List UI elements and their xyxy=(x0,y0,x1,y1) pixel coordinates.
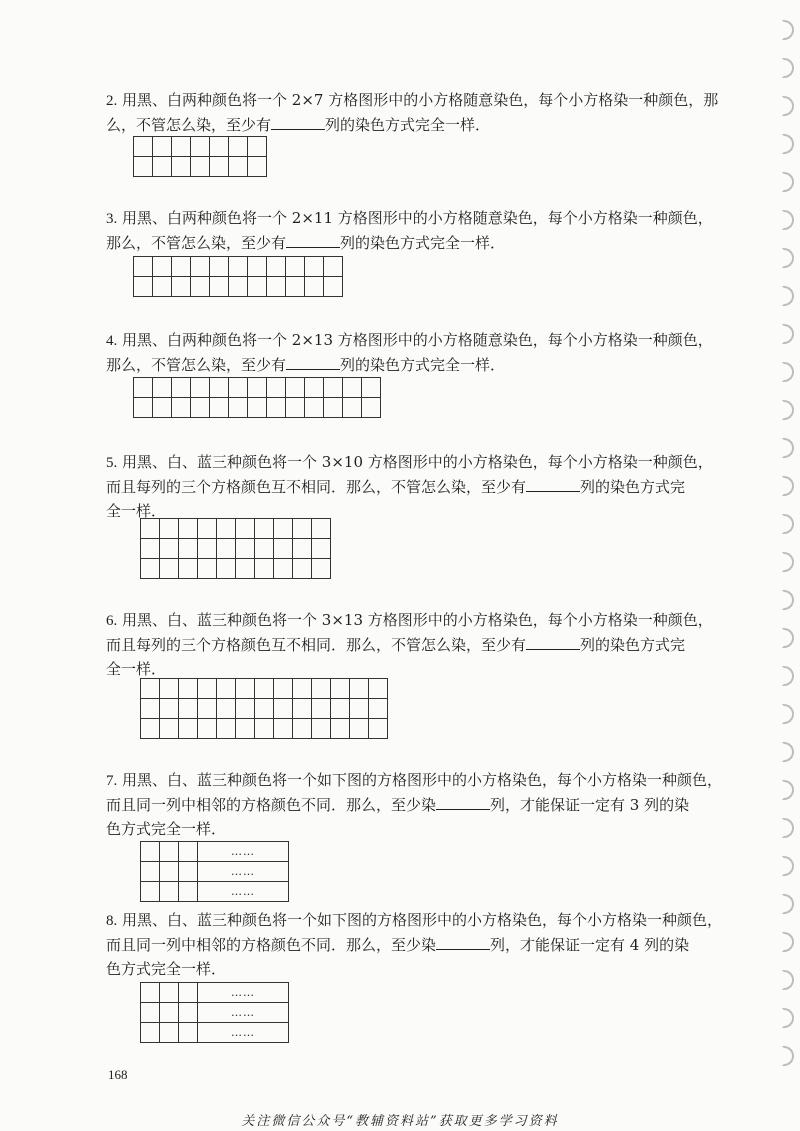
grid-cell xyxy=(274,559,293,579)
binding-hole-icon xyxy=(782,780,794,800)
grid-3x13 xyxy=(140,678,388,739)
grid-row xyxy=(141,539,331,559)
grid-cell xyxy=(179,862,198,882)
grid-cell xyxy=(350,679,369,699)
grid-cell xyxy=(160,559,179,579)
grid-cell xyxy=(255,679,274,699)
grid-row xyxy=(134,378,381,398)
grid-cell xyxy=(293,519,312,539)
grid-cell xyxy=(210,398,229,418)
grid-cell xyxy=(324,257,343,277)
grid-cell xyxy=(267,378,286,398)
grid-2x13 xyxy=(133,377,381,418)
grid-cell xyxy=(286,398,305,418)
grid-row xyxy=(141,882,289,902)
problem-text: 色方式完全一样． xyxy=(106,960,227,978)
grid-cell xyxy=(141,983,160,1003)
grid-row xyxy=(141,519,331,539)
binding-hole-icon xyxy=(782,704,794,724)
grid-cell xyxy=(248,277,267,297)
grid-cell xyxy=(160,699,179,719)
grid-3x10 xyxy=(140,518,331,579)
grid-cell xyxy=(141,539,160,559)
grid-cell xyxy=(217,519,236,539)
problem-number: 3. xyxy=(106,211,118,227)
grid-cell xyxy=(293,699,312,719)
grid-cell xyxy=(217,699,236,719)
grid-cell xyxy=(229,257,248,277)
binding-hole-icon xyxy=(782,514,794,534)
grid-cell xyxy=(141,719,160,739)
grid-cell xyxy=(255,699,274,719)
binding-hole-icon xyxy=(782,894,794,914)
grid-cell xyxy=(141,862,160,882)
grid-cell xyxy=(229,398,248,418)
grid-cell xyxy=(191,157,210,177)
grid-cell xyxy=(274,519,293,539)
grid-cell xyxy=(179,983,198,1003)
problem-text: 那么，不管怎么染，至少有 xyxy=(106,356,287,374)
binding-hole-icon xyxy=(782,742,794,762)
grid-2x11 xyxy=(133,256,343,297)
grid-cell xyxy=(160,539,179,559)
problem-text: 列的染色方式完全一样． xyxy=(340,234,506,252)
grid-cell xyxy=(179,842,198,862)
grid-cell xyxy=(179,719,198,739)
grid-cell xyxy=(141,519,160,539)
problem-4 xyxy=(106,328,726,377)
answer-blank[interactable] xyxy=(436,793,490,810)
grid-cell xyxy=(312,679,331,699)
grid-cell xyxy=(172,137,191,157)
grid-cell xyxy=(255,519,274,539)
binding-hole-icon xyxy=(782,324,794,344)
grid-cell xyxy=(141,842,160,862)
grid-2x7 xyxy=(133,136,267,177)
grid-cell xyxy=(305,378,324,398)
grid-cell xyxy=(236,559,255,579)
problem-text: 用黑、白两种颜色将一个 2×7 方格图形中的小方格随意染色，每个小方格染一种颜色，那 xyxy=(122,91,719,109)
grid-cell xyxy=(198,719,217,739)
binding-hole-icon xyxy=(782,552,794,572)
grid-cell xyxy=(179,699,198,719)
grid-cell xyxy=(134,277,153,297)
ellipsis-cell: …… xyxy=(198,882,289,902)
grid-cell xyxy=(217,679,236,699)
grid-cell xyxy=(274,719,293,739)
grid-cell xyxy=(210,137,229,157)
grid-cell xyxy=(248,398,267,418)
problem-7 xyxy=(106,768,726,841)
grid-cell xyxy=(369,719,388,739)
problem-number: 4. xyxy=(106,333,118,349)
grid-cell xyxy=(324,378,343,398)
grid-row xyxy=(141,983,289,1003)
grid-cell xyxy=(160,719,179,739)
grid-cell xyxy=(160,862,179,882)
grid-cell xyxy=(324,277,343,297)
grid-3-rows-ellipsis xyxy=(140,982,289,1043)
problem-text: 列，才能保证一定有 3 列的染 xyxy=(490,796,690,814)
grid-cell xyxy=(248,137,267,157)
binding-hole-icon xyxy=(782,172,794,192)
grid-cell xyxy=(293,719,312,739)
grid-cell xyxy=(248,257,267,277)
problem-text: 么，不管怎么染，至少有 xyxy=(106,116,272,134)
grid-cell xyxy=(369,699,388,719)
binding-hole-icon xyxy=(782,134,794,154)
problem-text: 全一样． xyxy=(106,660,167,678)
grid-cell xyxy=(198,679,217,699)
binding-hole-icon xyxy=(782,1046,794,1066)
grid-cell xyxy=(267,257,286,277)
grid-cell xyxy=(274,699,293,719)
binding-hole-icon xyxy=(782,666,794,686)
grid-cell xyxy=(248,157,267,177)
grid-row xyxy=(141,719,388,739)
binding-hole-icon xyxy=(782,970,794,990)
binding-hole-icon xyxy=(782,818,794,838)
problem-text: 列的染色方式完全一样． xyxy=(325,116,491,134)
grid-cell xyxy=(236,719,255,739)
grid-cell xyxy=(141,679,160,699)
problem-number: 8. xyxy=(106,913,118,929)
grid-cell xyxy=(160,983,179,1003)
grid-cell xyxy=(267,398,286,418)
grid-cell xyxy=(179,539,198,559)
answer-blank[interactable] xyxy=(286,353,340,370)
problem-number: 7. xyxy=(106,773,118,789)
grid-cell xyxy=(293,679,312,699)
grid-cell xyxy=(286,378,305,398)
grid-cell xyxy=(312,539,331,559)
answer-blank[interactable] xyxy=(271,113,325,130)
grid-cell xyxy=(141,699,160,719)
problem-5 xyxy=(106,450,726,523)
grid-cell xyxy=(153,137,172,157)
grid-row xyxy=(134,398,381,418)
binding-hole-icon xyxy=(782,856,794,876)
binding-hole-icon xyxy=(782,362,794,382)
grid-cell xyxy=(312,719,331,739)
grid-cell xyxy=(293,539,312,559)
binding-hole-icon xyxy=(782,286,794,306)
grid-cell xyxy=(305,277,324,297)
problem-number: 6. xyxy=(106,613,118,629)
grid-cell xyxy=(362,378,381,398)
grid-cell xyxy=(210,277,229,297)
grid-row xyxy=(134,157,267,177)
grid-cell xyxy=(172,157,191,177)
grid-cell xyxy=(134,157,153,177)
grid-cell xyxy=(236,699,255,719)
grid-cell xyxy=(331,699,350,719)
grid-cell xyxy=(172,277,191,297)
grid-cell xyxy=(134,378,153,398)
answer-blank[interactable] xyxy=(436,933,490,950)
problem-text: 色方式完全一样． xyxy=(106,820,227,838)
page-number: 168 xyxy=(108,1067,128,1082)
answer-blank[interactable] xyxy=(526,475,580,492)
grid-cell xyxy=(229,137,248,157)
grid-cell xyxy=(343,398,362,418)
problem-2 xyxy=(106,88,726,137)
grid-cell xyxy=(160,679,179,699)
grid-cell xyxy=(153,257,172,277)
grid-cell xyxy=(267,277,286,297)
problem-text: 用黑、白、蓝三种颜色将一个如下图的方格图形中的小方格染色，每个小方格染一种颜色， xyxy=(122,771,723,789)
grid-cell xyxy=(305,398,324,418)
grid-cell xyxy=(191,277,210,297)
grid-cell xyxy=(153,398,172,418)
grid-cell xyxy=(191,378,210,398)
grid-cell xyxy=(217,539,236,559)
grid-cell xyxy=(229,378,248,398)
problem-text: 用黑、白、蓝三种颜色将一个如下图的方格图形中的小方格染色，每个小方格染一种颜色， xyxy=(122,911,723,929)
grid-cell xyxy=(312,699,331,719)
binding-hole-icon xyxy=(782,96,794,116)
grid-cell xyxy=(286,277,305,297)
grid-row xyxy=(134,257,343,277)
problem-text: 用黑、白、蓝三种颜色将一个 3×10 方格图形中的小方格染色，每个小方格染一种颜色， xyxy=(122,453,713,471)
problem-number: 5. xyxy=(106,455,118,471)
ellipsis-cell: …… xyxy=(198,1023,289,1043)
grid-cell xyxy=(236,539,255,559)
grid-row xyxy=(134,137,267,157)
grid-row xyxy=(141,1003,289,1023)
problem-text: 全一样． xyxy=(106,502,167,520)
grid-cell xyxy=(160,519,179,539)
grid-cell xyxy=(160,1003,179,1023)
grid-cell xyxy=(236,679,255,699)
grid-cell xyxy=(210,257,229,277)
grid-cell xyxy=(198,519,217,539)
grid-cell xyxy=(179,882,198,902)
problem-text: 而且同一列中相邻的方格颜色不同．那么，至少染 xyxy=(106,936,437,954)
ellipsis-cell: …… xyxy=(198,983,289,1003)
grid-cell xyxy=(350,699,369,719)
binding-hole-icon xyxy=(782,628,794,648)
grid-cell xyxy=(210,157,229,177)
grid-cell xyxy=(255,719,274,739)
grid-cell xyxy=(134,257,153,277)
grid-cell xyxy=(343,378,362,398)
grid-cell xyxy=(191,257,210,277)
grid-row xyxy=(134,277,343,297)
grid-cell xyxy=(350,719,369,739)
binding-hole-icon xyxy=(782,58,794,78)
problem-text: 用黑、白两种颜色将一个 2×11 方格图形中的小方格随意染色，每个小方格染一种颜色， xyxy=(122,209,713,227)
grid-row xyxy=(141,862,289,882)
grid-cell xyxy=(141,882,160,902)
grid-row xyxy=(141,699,388,719)
binding-hole-icon xyxy=(782,400,794,420)
problem-text: 列，才能保证一定有 4 列的染 xyxy=(490,936,690,954)
problem-text: 用黑、白两种颜色将一个 2×13 方格图形中的小方格随意染色，每个小方格染一种颜色， xyxy=(122,331,713,349)
grid-3-rows-ellipsis xyxy=(140,841,289,902)
ellipsis-cell: …… xyxy=(198,862,289,882)
grid-cell xyxy=(255,559,274,579)
binding-hole-icon xyxy=(782,438,794,458)
grid-cell xyxy=(369,679,388,699)
grid-cell xyxy=(172,398,191,418)
grid-cell xyxy=(293,559,312,579)
grid-cell xyxy=(312,559,331,579)
grid-cell xyxy=(331,719,350,739)
grid-cell xyxy=(153,277,172,297)
grid-cell xyxy=(248,378,267,398)
problem-text: 而且每列的三个方格颜色互不相同．那么，不管怎么染，至少有 xyxy=(106,636,527,654)
grid-cell xyxy=(229,277,248,297)
grid-cell xyxy=(153,157,172,177)
grid-cell xyxy=(191,137,210,157)
grid-cell xyxy=(236,519,255,539)
grid-cell xyxy=(160,1023,179,1043)
problem-text: 而且每列的三个方格颜色互不相同．那么，不管怎么染，至少有 xyxy=(106,478,527,496)
ellipsis-cell: …… xyxy=(198,842,289,862)
binding-hole-icon xyxy=(782,1008,794,1028)
grid-cell xyxy=(198,559,217,579)
grid-cell xyxy=(198,699,217,719)
problem-8 xyxy=(106,908,726,981)
grid-row xyxy=(141,1023,289,1043)
grid-cell xyxy=(179,1023,198,1043)
grid-cell xyxy=(255,539,274,559)
grid-cell xyxy=(210,378,229,398)
grid-cell xyxy=(312,519,331,539)
grid-cell xyxy=(179,679,198,699)
grid-cell xyxy=(198,539,217,559)
binding-hole-icon xyxy=(782,248,794,268)
grid-cell xyxy=(305,257,324,277)
grid-cell xyxy=(324,398,343,418)
grid-cell xyxy=(172,378,191,398)
grid-cell xyxy=(134,137,153,157)
grid-row xyxy=(141,559,331,579)
grid-cell xyxy=(160,842,179,862)
answer-blank[interactable] xyxy=(286,231,340,248)
grid-cell xyxy=(331,679,350,699)
grid-cell xyxy=(141,1003,160,1023)
grid-cell xyxy=(217,559,236,579)
grid-cell xyxy=(141,1023,160,1043)
grid-cell xyxy=(191,398,210,418)
grid-cell xyxy=(172,257,191,277)
problem-number: 2. xyxy=(106,93,118,109)
answer-blank[interactable] xyxy=(526,633,580,650)
grid-cell xyxy=(286,257,305,277)
problem-text: 用黑、白、蓝三种颜色将一个 3×13 方格图形中的小方格染色，每个小方格染一种颜色， xyxy=(122,611,713,629)
binding-hole-icon xyxy=(782,932,794,952)
grid-cell xyxy=(160,882,179,902)
grid-cell xyxy=(179,519,198,539)
problem-6 xyxy=(106,608,726,681)
grid-row xyxy=(141,842,289,862)
grid-cell xyxy=(217,719,236,739)
grid-cell xyxy=(141,559,160,579)
grid-cell xyxy=(362,398,381,418)
binding-hole-icon xyxy=(782,20,794,40)
problem-text: 列的染色方式完全一样． xyxy=(340,356,506,374)
problem-text: 列的染色方式完 xyxy=(580,478,686,496)
grid-cell xyxy=(179,559,198,579)
binding-holes xyxy=(776,0,800,1131)
binding-hole-icon xyxy=(782,210,794,230)
problem-text: 而且同一列中相邻的方格颜色不同．那么，至少染 xyxy=(106,796,437,814)
binding-hole-icon xyxy=(782,476,794,496)
grid-cell xyxy=(229,157,248,177)
grid-cell xyxy=(274,679,293,699)
grid-cell xyxy=(134,398,153,418)
binding-hole-icon xyxy=(782,590,794,610)
ellipsis-cell: …… xyxy=(198,1003,289,1023)
problem-text: 列的染色方式完 xyxy=(580,636,686,654)
grid-row xyxy=(141,679,388,699)
problem-text: 那么，不管怎么染，至少有 xyxy=(106,234,287,252)
grid-cell xyxy=(179,1003,198,1023)
problem-3 xyxy=(106,206,726,255)
grid-cell xyxy=(153,378,172,398)
footer-watermark: 关注微信公众号“教辅资料站”获取更多学习资料 xyxy=(241,1114,559,1129)
grid-cell xyxy=(274,539,293,559)
